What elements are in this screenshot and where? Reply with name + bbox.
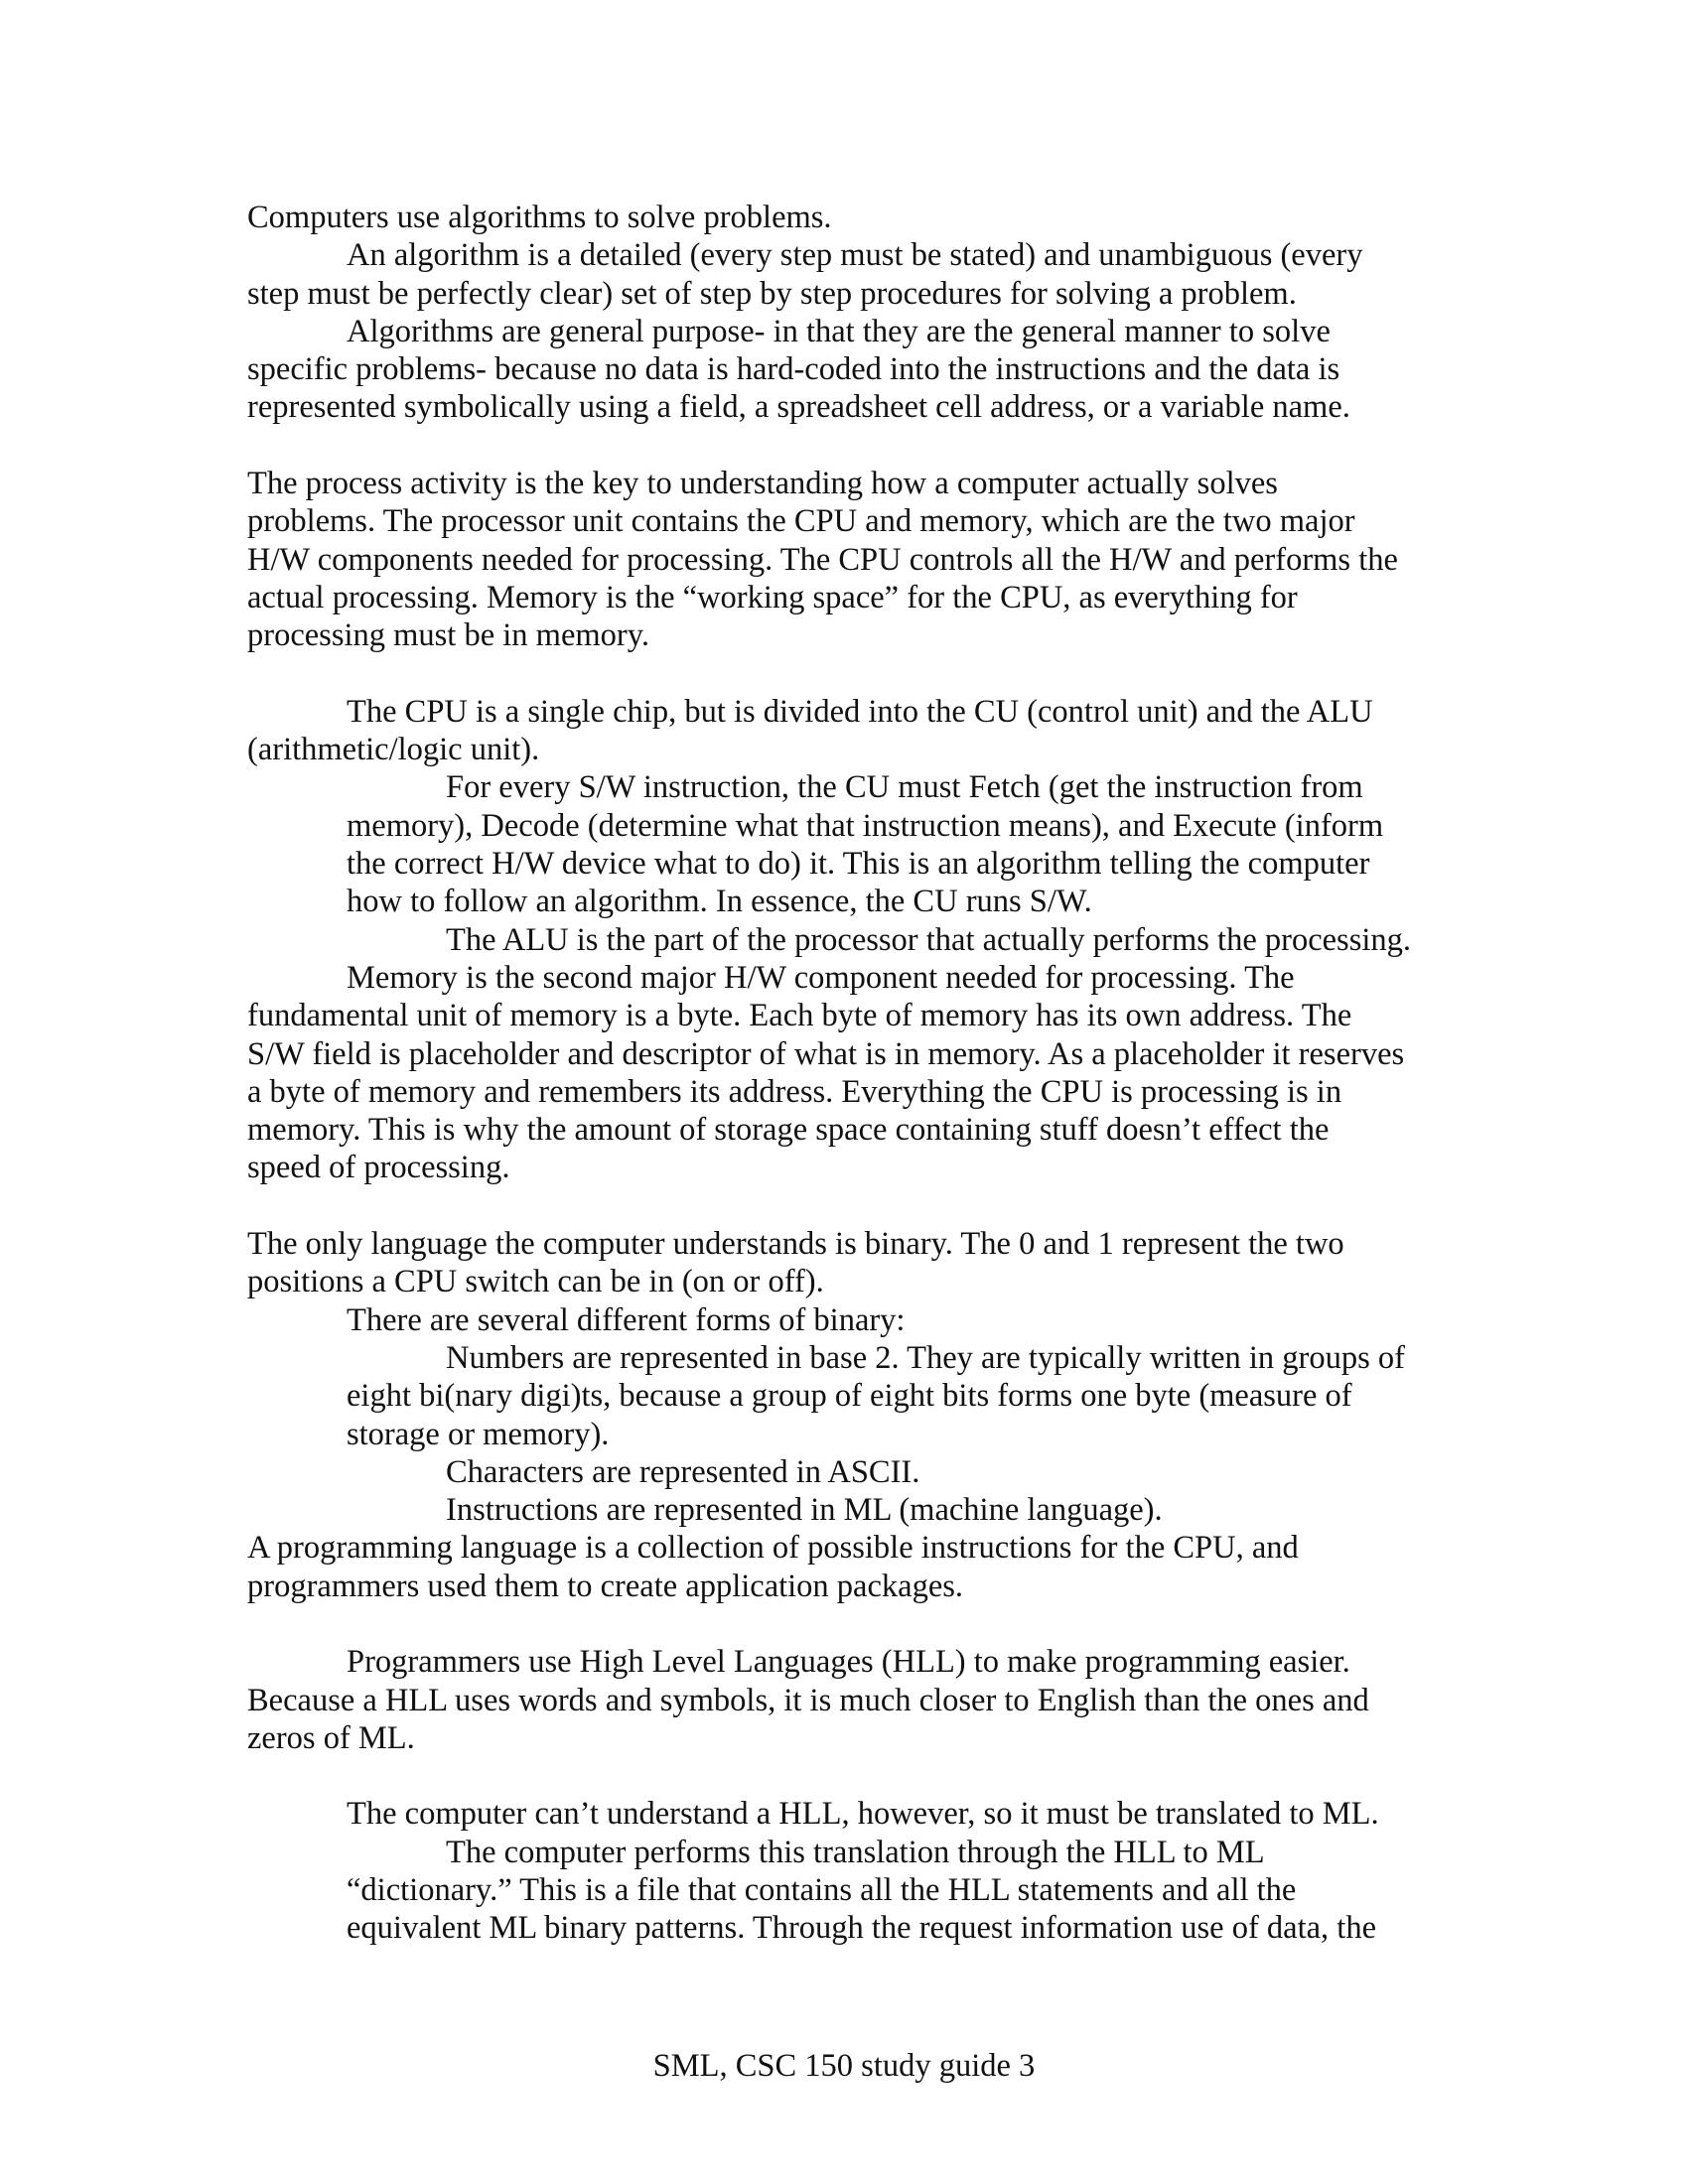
- text-line: specific problems- because no data is hard-coded into the instructions and the data is: [247, 351, 1340, 388]
- text-line: actual processing. Memory is the “working space” for the CPU, as everything for: [247, 579, 1298, 615]
- text-line: the correct H/W device what to do) it. This is an algorithm telling the computer: [347, 846, 1370, 883]
- page-footer: SML, CSC 150 study guide 3: [652, 2048, 1036, 2084]
- text-line: A programming language is a collection of possible instructions for the CPU, and: [247, 1530, 1299, 1567]
- text-line: The computer can’t understand a HLL, however, so it must be translated to ML.: [347, 1796, 1379, 1833]
- text-line: problems. The processor unit contains the CPU and memory, which are the two major: [247, 503, 1355, 540]
- text-line: positions a CPU switch can be in (on or off).: [247, 1264, 824, 1300]
- text-line: represented symbolically using a field, a spreadsheet cell address, or a variable name.: [247, 389, 1350, 426]
- text-line: For every S/W instruction, the CU must Fetch (get the instruction from: [446, 769, 1363, 806]
- blank-line: [247, 655, 1459, 693]
- text-line: An algorithm is a detailed (every step must be stated) and unambiguous (every: [347, 237, 1363, 274]
- text-line: programmers used them to create application packages.: [247, 1568, 964, 1604]
- text-line: memory. This is why the amount of storage space containing stuff doesn’t effect the: [247, 1112, 1330, 1149]
- text-line: The process activity is the key to understanding how a computer actually solves: [247, 466, 1278, 502]
- text-line: S/W field is placeholder and descriptor of what is in memory. As a placeholder it reserves: [247, 1035, 1405, 1072]
- text-line: fundamental unit of memory is a byte. Each byte of memory has its own address. The: [247, 998, 1352, 1034]
- blank-line: [247, 1605, 1459, 1643]
- text-line: step must be perfectly clear) set of step by step procedures for solving a problem.: [247, 275, 1297, 312]
- text-line: Numbers are represented in base 2. They are typically written in groups of: [446, 1339, 1405, 1376]
- blank-line: [247, 1757, 1459, 1795]
- text-line: how to follow an algorithm. In essence, the CU runs S/W.: [347, 884, 1092, 920]
- text-line: zeros of ML.: [247, 1719, 415, 1756]
- text-line: There are several different forms of binary:: [347, 1301, 906, 1338]
- text-line: a byte of memory and remembers its address. Everything the CPU is processing is in: [247, 1073, 1342, 1110]
- blank-line: [247, 427, 1459, 465]
- text-line: memory), Decode (determine what that instruction means), and Execute (inform: [347, 807, 1384, 844]
- text-line: Algorithms are general purpose- in that they are the general manner to solve: [347, 313, 1331, 349]
- text-line: The CPU is a single chip, but is divided into the CU (control unit) and the ALU: [347, 693, 1373, 730]
- text-line: The only language the computer understands is binary. The 0 and 1 represent the two: [247, 1226, 1344, 1263]
- text-line: Memory is the second major H/W component needed for processing. The: [347, 959, 1295, 996]
- text-line: Characters are represented in ASCII.: [446, 1453, 920, 1490]
- text-line: equivalent ML binary patterns. Through the request information use of data, the: [347, 1910, 1377, 1947]
- text-line: processing must be in memory.: [247, 617, 649, 654]
- text-line: eight bi(nary digi)ts, because a group of eight bits forms one byte (measure of: [347, 1378, 1352, 1415]
- text-line: The computer performs this translation through the HLL to ML: [446, 1834, 1265, 1870]
- text-line: (arithmetic/logic unit).: [247, 732, 540, 768]
- text-line: The ALU is the part of the processor that actually performs the processing.: [446, 921, 1412, 958]
- text-line: speed of processing.: [247, 1150, 510, 1186]
- text-line: Instructions are represented in ML (machine language).: [446, 1492, 1163, 1529]
- document-body: [247, 199, 1459, 1948]
- text-line: Computers use algorithms to solve problems.: [247, 200, 832, 235]
- text-line: Because a HLL uses words and symbols, it is much closer to English than the ones and: [247, 1682, 1369, 1718]
- text-line: storage or memory).: [347, 1416, 610, 1452]
- text-line: Programmers use High Level Languages (HLL) to make programming easier.: [347, 1644, 1350, 1681]
- text-line: “dictionary.” This is a file that contains all the HLL statements and all the: [347, 1872, 1297, 1909]
- text-line: H/W components needed for processing. The CPU controls all the H/W and performs the: [247, 541, 1398, 578]
- blank-line: [247, 1187, 1459, 1225]
